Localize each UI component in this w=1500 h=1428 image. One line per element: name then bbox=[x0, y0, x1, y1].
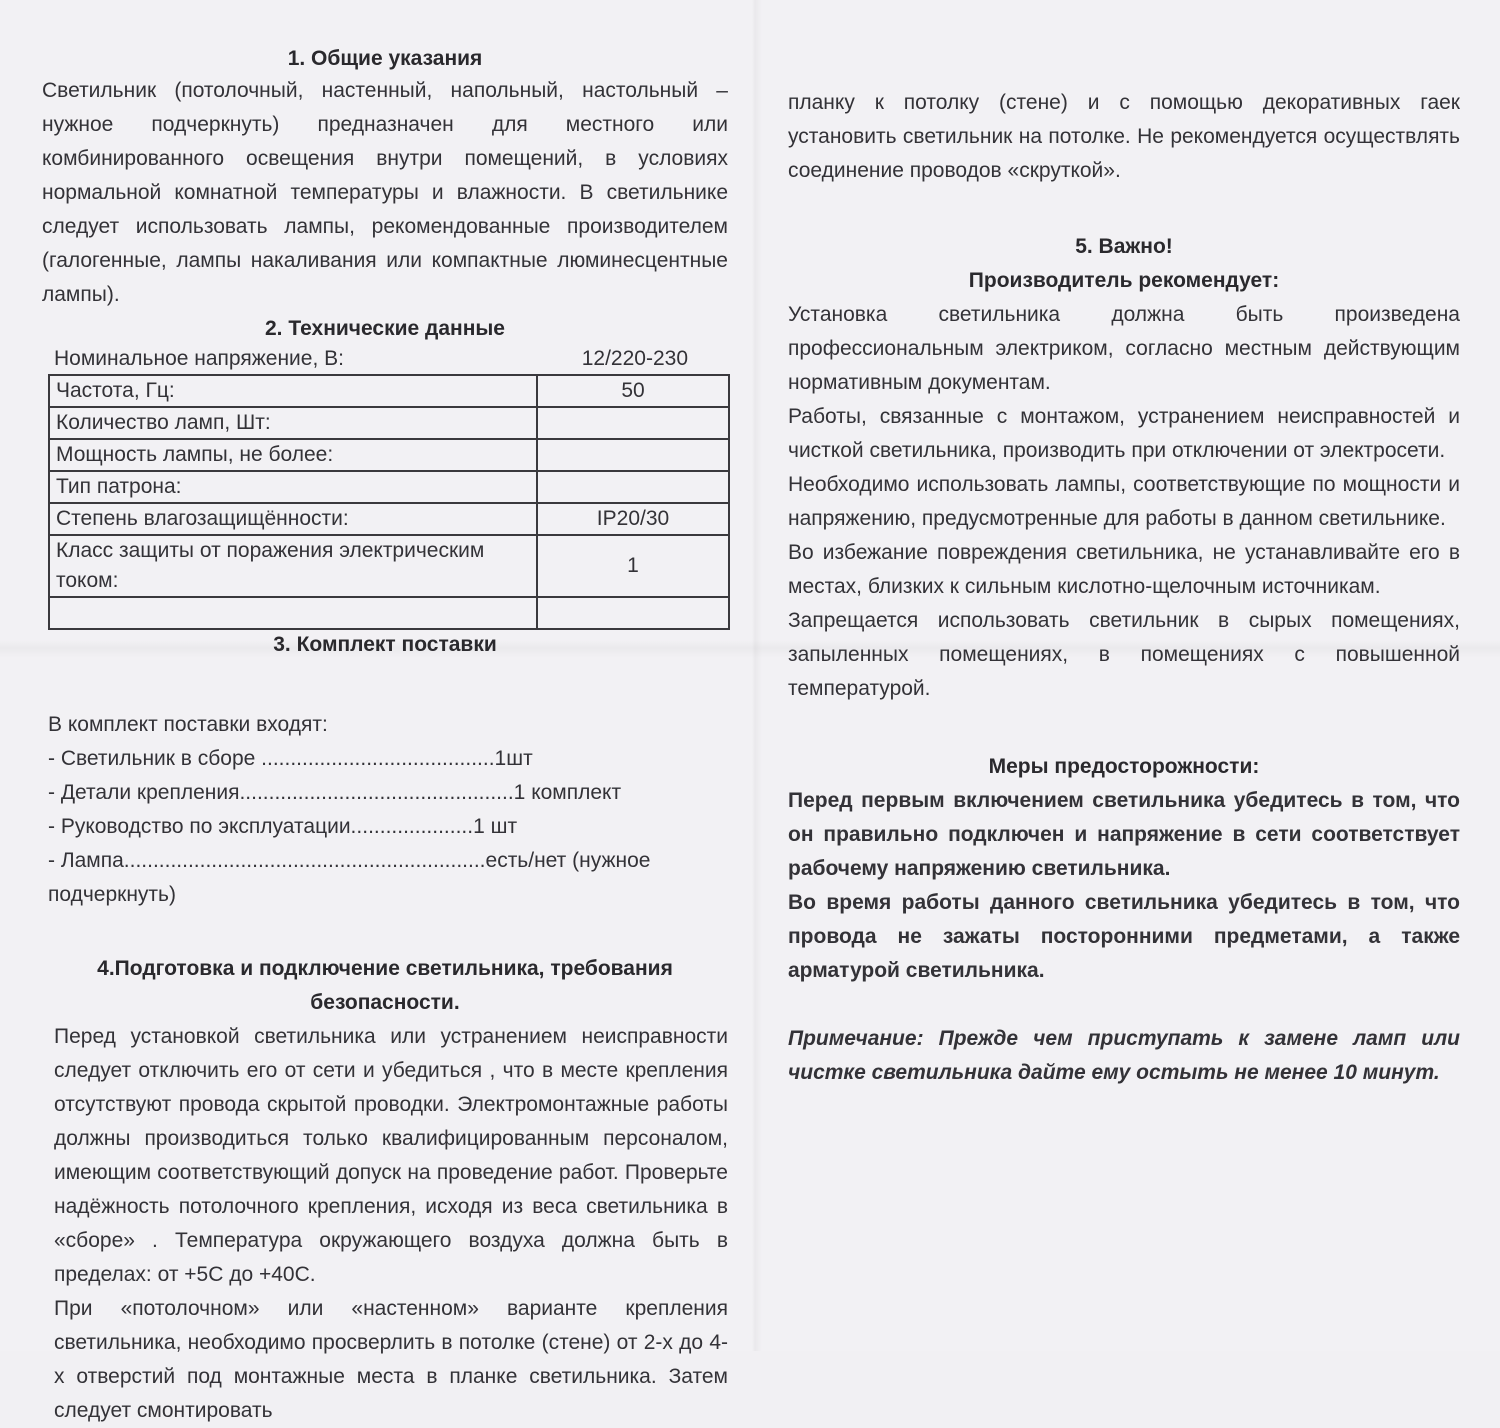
kit-intro: В комплект поставки входят: bbox=[48, 713, 328, 736]
specs-table bbox=[48, 374, 730, 630]
left-column bbox=[42, 44, 728, 1428]
kit-item: - Светильник в сборе ........................................1шт bbox=[48, 747, 533, 770]
kit-item: - Руководство по эксплуатации.....................1 шт bbox=[48, 815, 518, 838]
spec-label: Частота, Гц: bbox=[49, 375, 537, 407]
section5-paragraph1: Установка светильника должна быть произведена профессиональным электриком, согласно местным действующим нормативным документам. bbox=[788, 303, 1460, 394]
precautions-paragraph2: Во время работы данного светильника убедитесь в том, что провода не зажаты посторонними предметами, а также арматурой светильника. bbox=[788, 891, 1460, 982]
section4-paragraph1: Перед установкой светильника или устранением неисправности следует отключить его от сети и убедиться , что в месте крепления отсутствуют провода скрытой проводки. Электромонтажные работы должны производиться только квалифицированным персоналом, имеющим соответствующий допуск на проведение работ. Проверьте надёжность потолочного крепления, исходя из веса светильника в «сборе» . Температура окружающего воздуха должна быть в пределах: от +5С до +40С. bbox=[54, 1025, 728, 1286]
section5-title: 5. Важно! bbox=[1075, 235, 1173, 258]
spec-label: Класс защиты от поражения электрическим током: bbox=[49, 535, 537, 597]
section4-title-line2: безопасности. bbox=[310, 991, 460, 1014]
table-row bbox=[49, 503, 729, 535]
section1-title: 1. Общие указания bbox=[287, 47, 483, 70]
right-column bbox=[788, 86, 1460, 1090]
spec-value: IP20/30 bbox=[537, 503, 729, 535]
section5-paragraph5: Запрещается использовать светильник в сырых помещениях, запыленных помещениях, в помещениях с повышенной температурой. bbox=[788, 609, 1460, 700]
spec-value bbox=[537, 439, 729, 471]
spec-label bbox=[49, 597, 537, 629]
table-row bbox=[49, 471, 729, 503]
section5-paragraph2: Работы, связанные с монтажом, устранением неисправностей и чисткой светильника, производить при отключении от электросети. bbox=[788, 405, 1460, 462]
spec-value: 1 bbox=[537, 535, 729, 597]
section4-paragraph2-continued: планку к потолку (стене) и с помощью декоративных гаек установить светильник на потолке. Не рекомендуется осуществлять соединение проводов «скруткой». bbox=[788, 91, 1460, 182]
spec-label: Количество ламп, Шт: bbox=[49, 407, 537, 439]
spec-label: Тип патрона: bbox=[49, 471, 537, 503]
precautions-paragraph1: Перед первым включением светильника убедитесь в том, что он правильно подключен и напряжение в сети соответствует рабочему напряжению светильника. bbox=[788, 789, 1460, 880]
precautions-title: Меры предосторожности: bbox=[988, 755, 1260, 778]
spec-value bbox=[537, 471, 729, 503]
voltage-label: Номинальное напряжение, В: bbox=[54, 347, 344, 370]
spec-value: 50 bbox=[537, 375, 729, 407]
spec-value bbox=[537, 407, 729, 439]
kit-item: - Лампа..............................................................есть/нет (нужное подчеркнуть) bbox=[48, 849, 651, 906]
voltage-value: 12/220-230 bbox=[581, 347, 688, 370]
section5-paragraph3: Необходимо использовать лампы, соответствующие по мощности и напряжению, предусмотренные для работы в данном светильнике. bbox=[788, 473, 1460, 530]
table-row bbox=[49, 597, 729, 629]
spec-label: Степень влагозащищённости: bbox=[49, 503, 537, 535]
table-row bbox=[49, 375, 729, 407]
section2-title: 2. Технические данные bbox=[264, 317, 505, 340]
section4-title-line1: 4.Подготовка и подключение светильника, требования bbox=[97, 957, 673, 980]
section5-paragraph4: Во избежание повреждения светильника, не устанавливайте его в местах, близких к сильным кислотно-щелочным источникам. bbox=[788, 541, 1460, 598]
section5-subtitle: Производитель рекомендует: bbox=[968, 269, 1280, 292]
voltage-line bbox=[42, 344, 728, 374]
spec-label: Мощность лампы, не более: bbox=[49, 439, 537, 471]
spec-value bbox=[537, 597, 729, 629]
section4-paragraph2: При «потолочном» или «настенном» варианте крепления светильника, необходимо просверлить в потолке (стене) от 2-х до 4-х отверстий под монтажные места в планке светильника. Затем следует смонтировать bbox=[54, 1297, 728, 1422]
section4-title bbox=[42, 952, 728, 1020]
table-row bbox=[49, 439, 729, 471]
kit-item: - Детали крепления...............................................1 комплект bbox=[48, 781, 622, 804]
table-row bbox=[49, 407, 729, 439]
section3-title: 3. Комплект поставки bbox=[273, 633, 497, 656]
section1-text: Светильник (потолочный, настенный, напольный, настольный – нужное подчеркнуть) предназначен для местного или комбинированного освещения внутри помещений, в условиях нормальной комнатной температуры и влажности. В светильнике следует использовать лампы, рекомендованные производителем (галогенные, лампы накаливания или компактные люминесцентные лампы). bbox=[42, 79, 728, 306]
table-row bbox=[49, 535, 729, 597]
precautions-note: Примечание: Прежде чем приступать к замене ламп или чистке светильника дайте ему остыть не менее 10 минут. bbox=[788, 1027, 1460, 1084]
